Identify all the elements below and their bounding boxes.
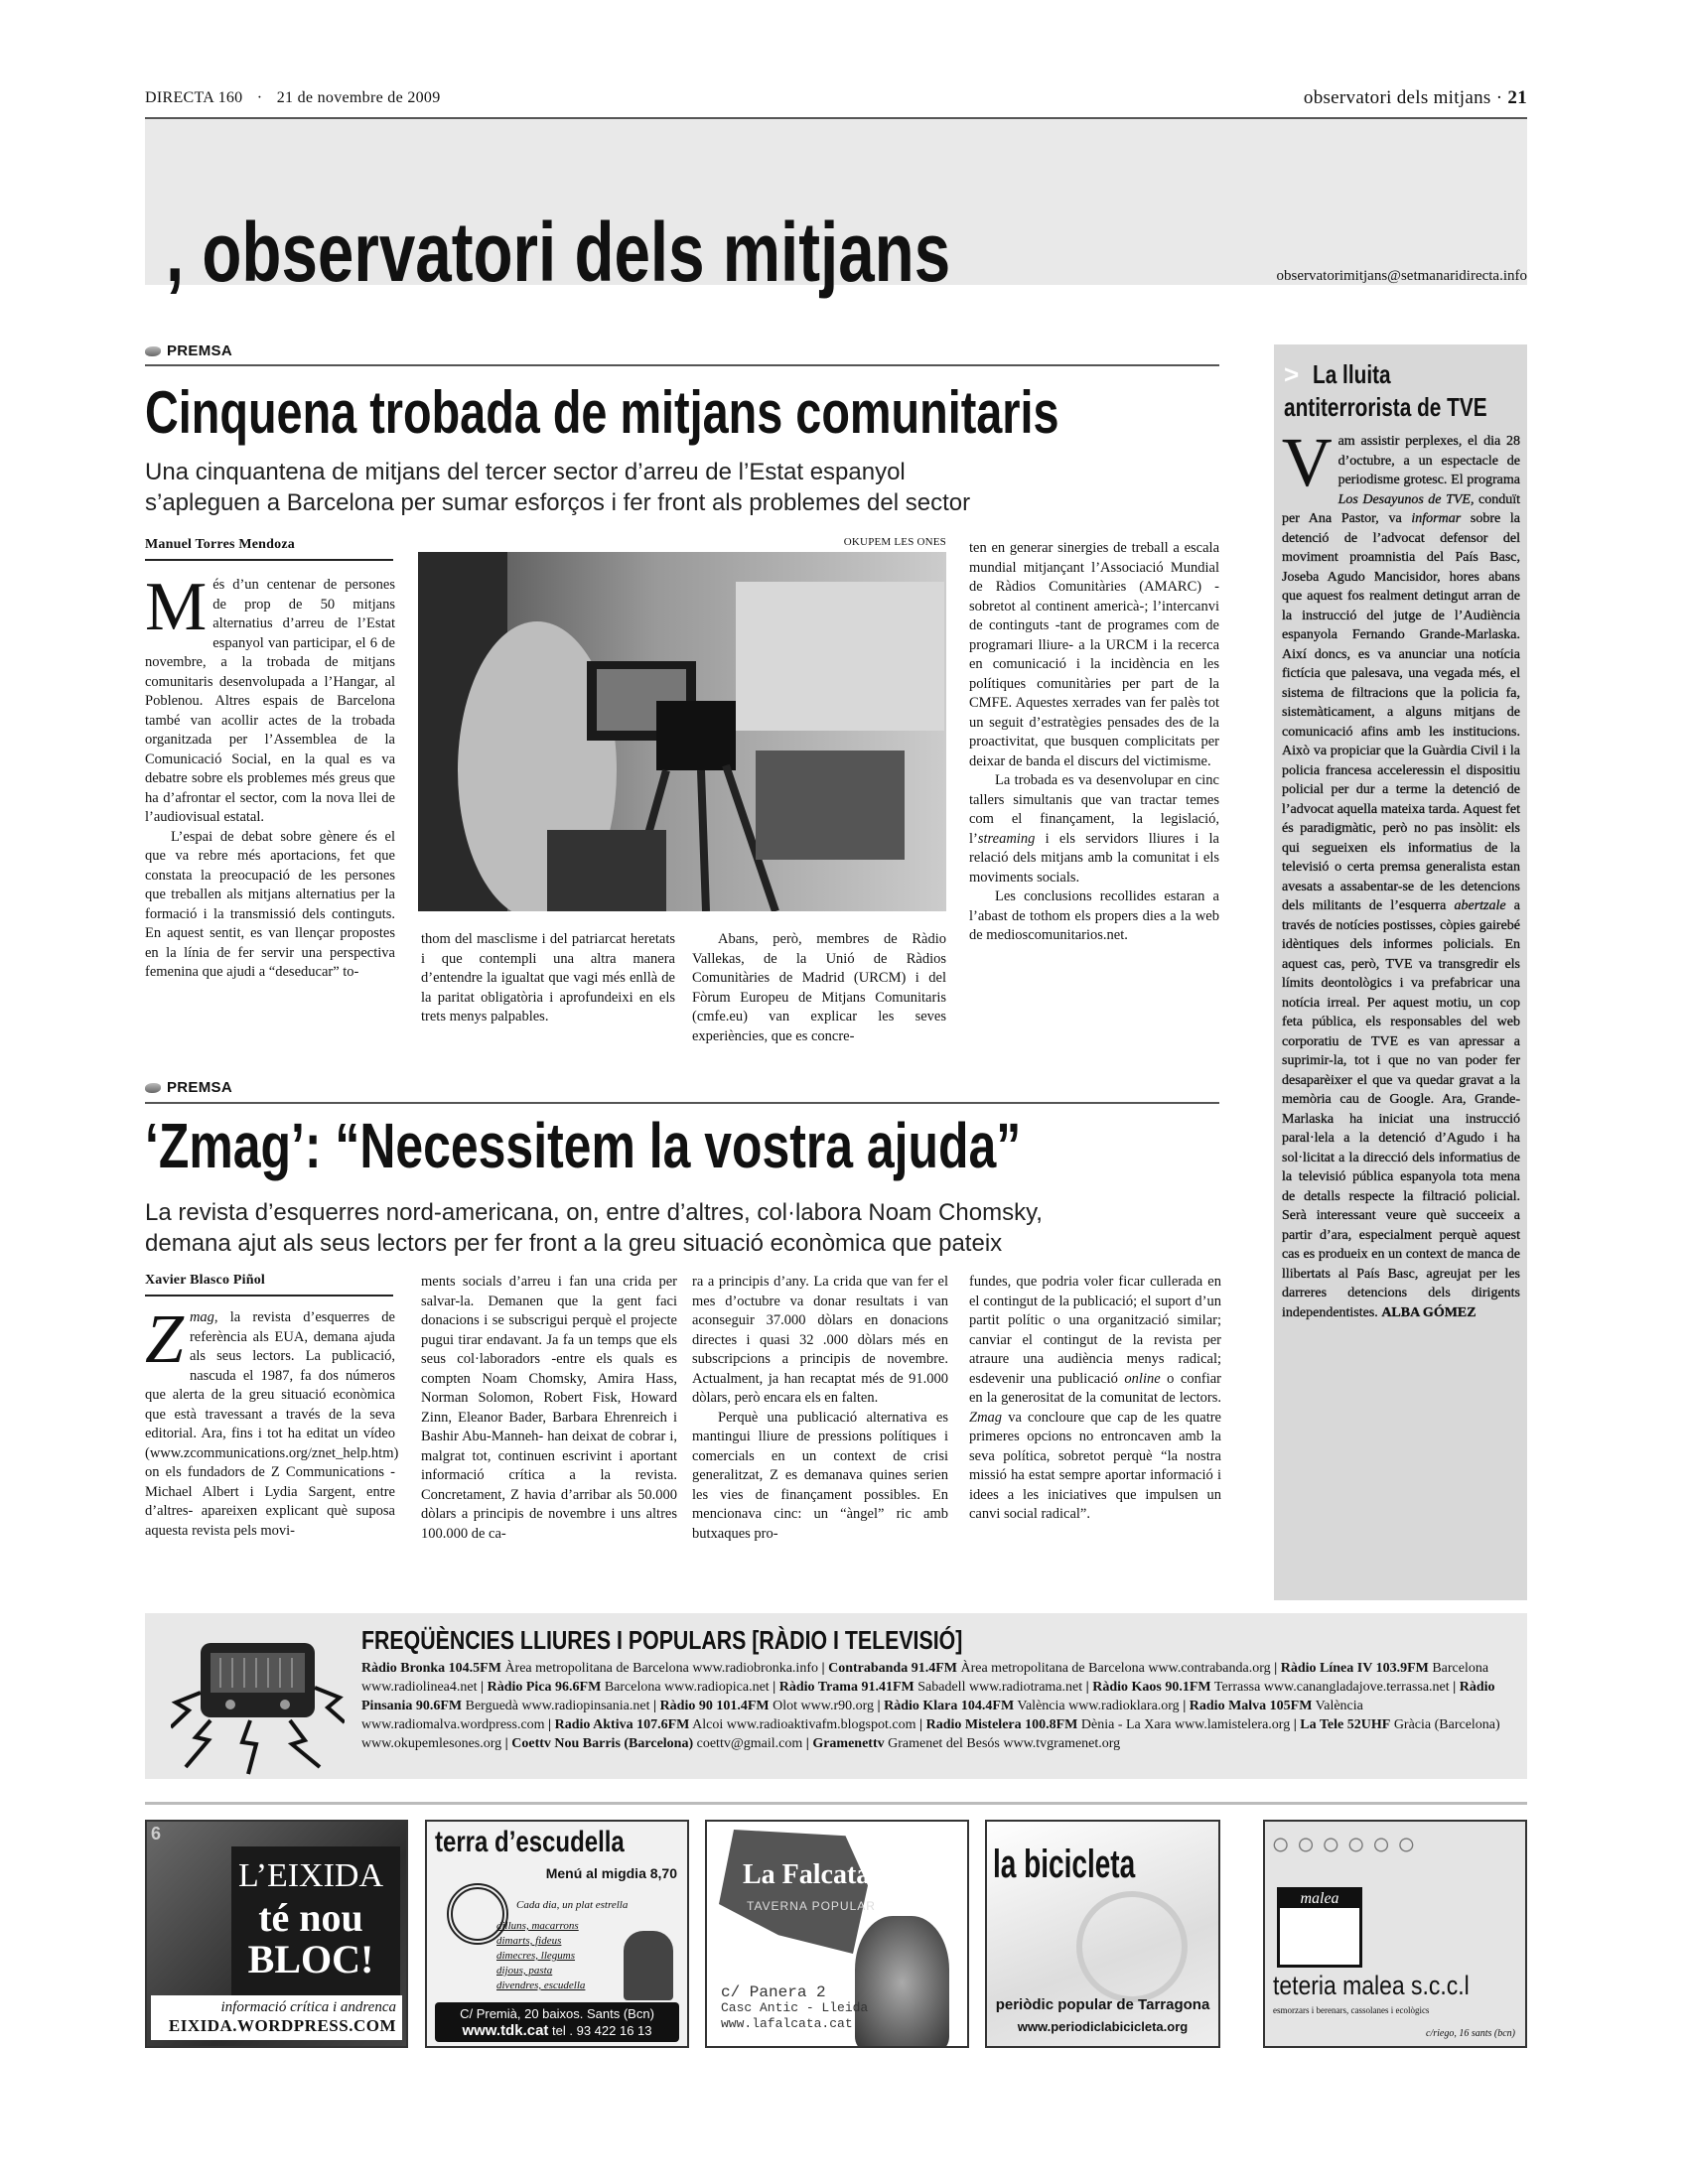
article1-byline: Manuel Torres Mendoza: [145, 537, 393, 561]
ad-line: L’EIXIDA: [237, 1857, 384, 1894]
station-url[interactable]: www.tvgramenet.org: [999, 1736, 1121, 1751]
station-place: Dènia - La Xara: [1077, 1717, 1172, 1732]
separator: |: [1290, 1717, 1301, 1732]
separator: |: [649, 1699, 660, 1713]
article1-kicker: [145, 342, 232, 359]
speech-bubble: [719, 1830, 871, 1954]
section-title: , observatori dels mitjans: [166, 205, 951, 299]
text: fundes, que podria voler ficar cullerada en el contingut de la publicació; el suport d’un partit polític o una organització similar; canviar el contingut de la revista per atraure una audiència menys radical; esdevenir una publicació: [969, 1274, 1221, 1387]
station-place: Olot: [769, 1699, 798, 1713]
article2-headline: ‘Zmag’: “Necessitem la vostra ajuda”: [145, 1110, 1022, 1181]
ad-address: C/ Premià, 20 baixos. Sants (Bcn): [460, 2006, 654, 2021]
station-url[interactable]: www.radiobronka.info: [688, 1661, 818, 1676]
ad-title: La Falcata: [743, 1859, 871, 1890]
station-place: Terrassa: [1210, 1680, 1261, 1695]
separator: |: [817, 1661, 829, 1676]
station-name: La Tele 52UHF: [1300, 1717, 1391, 1732]
paragraph: ra a principis d’any. La crida que van fer el mes d’octubre va donar resultats i van aconseguir 37.000 dòlars en donacions directes i quasi 32 .000 dòlars més en subscripcions a principis de novembre. Actualment, ja han recaptat més de 91.000 dòlars, però encara els en falten.: [692, 1274, 948, 1406]
article1-column-4: [969, 539, 1219, 946]
ad-url[interactable]: www.tdk.cat: [462, 2022, 549, 2039]
sidebar-opinion: [1274, 344, 1527, 1600]
station-place: Àrea metropolitana de Barcelona: [500, 1661, 689, 1676]
folio-separator: ·: [256, 89, 263, 106]
issue-date: 21 de novembre de 2009: [276, 89, 441, 106]
article1-column-1: [145, 569, 395, 983]
kicker-label: PREMSA: [167, 342, 232, 359]
station-place: Barcelona: [1428, 1661, 1489, 1676]
paragraph: Perquè una publicació alternativa es mantingui lliure de pressions polítiques i comercials en un context de crisi generalitzat, Z es demanava quines serien les vies de finançament possibles. En mencionava cinc: un “àngel” ric amb butxaques pro-: [692, 1409, 948, 1542]
article2-byline: Xavier Blasco Piñol: [145, 1273, 393, 1297]
station-name: Contrabanda 91.4FM: [828, 1661, 957, 1676]
ad-corner-mark: 6: [151, 1824, 162, 1843]
subtitle-line: Una cinquantena de mitjans del tercer sector d’arreu de l’Estat espanyol: [145, 459, 906, 485]
separator: |: [915, 1717, 926, 1732]
separator: |: [544, 1717, 555, 1732]
ad-teteria-malea[interactable]: [1263, 1820, 1527, 2048]
ad-title: la bicicleta: [993, 1843, 1136, 1886]
article2-column-1: [145, 1301, 399, 1541]
text: , conduït per Ana Pastor, va: [1282, 491, 1520, 526]
text: La trobada es va desenvolupar en cinc tallers simultanis que van tractar temes com el finançament, la legislació, l’: [969, 772, 1219, 847]
station-name: Ràdio Klara 104.4FM: [884, 1699, 1015, 1713]
station-name: Ràdio Línea IV 103.9FM: [1280, 1661, 1429, 1676]
radio-station: [1092, 1680, 1449, 1695]
station-name: Gramenettv: [812, 1736, 885, 1751]
article1-column-3: [692, 930, 946, 1046]
italic-text: Zmag: [969, 1409, 1003, 1426]
station-url[interactable]: coettv@gmail.com: [693, 1736, 803, 1751]
text: va concloure que cap de les quatre primeres opcions no entroncaven amb la seva política, sobretot perquè “la nostra missió ha estat sempre aportar informació i idees a les iniciatives que impulsen un canvi social radical”.: [969, 1409, 1221, 1522]
radio-station: [555, 1717, 916, 1732]
radio-station: [779, 1680, 1082, 1695]
bicycle-wheel: [1076, 1891, 1188, 2002]
paragraph: ments socials d’arreu i fan una crida per salvar-la. Demanen que la gent faci donacions i se subscrigui perquè el projecte pugui tirar endavant. Ja fa un temps que els seus col·laboradors -entre els quals es compten Noam Chomsky, Amira Hass, Norman Solomon, Robert Fisk, Howard Zinn, Eleanor Bader, Barbara Ehrenreich i Bashir Abu-Manneh- han deixat de cobrar i, malgrat tot, continuen escrivint i aportant informació crítica a la revista. Concretament, Z havia d’arribar als 50.000 dòlars a principis de novembre i uns altres 100.000 de ca-: [421, 1274, 677, 1542]
article2-column-4: [969, 1273, 1221, 1525]
italic-text: abertzale: [1454, 898, 1506, 913]
station-name: Radio Aktiva 107.6FM: [554, 1717, 690, 1732]
station-url[interactable]: www.r90.org: [797, 1699, 875, 1713]
station-name: Ràdio Pinsania 90.6FM: [361, 1680, 1495, 1713]
ad-daily: Cada dia, un plat estrella: [516, 1899, 629, 1911]
article1-headline: Cinquena trobada de mitjans comunitaris: [145, 379, 1059, 446]
italic-text: streaming: [977, 830, 1036, 847]
paragraph: és d’un centenar de persones de prop de 50 mitjans alternatius d’arreu de l’Estat espanyol van participar, el 6 de novembre, a la trobada de mitjans comunitaris desenvolupada a l’Hangar, al Poblenou. Altres espais de Barcelona també van acollir actes de la trobada organitzada per l’Assemblea de la Comunicació Social, en la qual es va debatre sobre els problemes més greus que ha d’afrontar el sector, com la nova llei de l’audiovisual estatal.: [145, 577, 395, 825]
folio-right: [1304, 87, 1527, 109]
station-place: València: [1312, 1699, 1363, 1713]
menu-day: dimecres, llegums: [496, 1950, 576, 1962]
ad-terra-footer: [435, 2002, 679, 2042]
subtitle-line: demana ajut als seus lectors per fer front a la greu situació econòmica que pateix: [145, 1230, 1003, 1257]
ad-eixida-footer: [151, 1995, 402, 2040]
article1-rule: [145, 364, 1219, 366]
ad-menu-price: Menú al migdia 8,70: [545, 1865, 677, 1881]
logo-text: malea: [1280, 1890, 1359, 1908]
text: i els servidors lliures i la relació dels mitjans amb la comunitat i els moviments socials.: [969, 830, 1219, 886]
ad-line: té nou: [258, 1895, 363, 1940]
page-number: 21: [1507, 87, 1527, 108]
separator: |: [802, 1736, 813, 1751]
ad-bicicleta-footer: [987, 1994, 1218, 2038]
radio-title: FREQÜÈNCIES LLIURES I POPULARS [RÀDIO I TELEVISIÓ]: [361, 1625, 963, 1655]
menu-day: dijous, pasta: [496, 1965, 553, 1977]
ad-terra-escudella[interactable]: [425, 1820, 689, 2048]
radio-station: [361, 1661, 818, 1676]
radio-station: [660, 1699, 874, 1713]
article2-column-2: [421, 1273, 677, 1544]
article2-kicker: [145, 1079, 232, 1096]
ad-phone: tel . 93 422 16 13: [552, 2023, 652, 2038]
station-name: Ràdio 90 101.4FM: [659, 1699, 770, 1713]
station-url[interactable]: www.radiolinea4.net: [361, 1680, 478, 1695]
paragraph: ten en generar sinergies de treball a escala mundial mitjançant l’Associació Mundial de Ràdios Comunitàries (AMARC) -sobretot al continent americà-; l’intercanvi de continguts -tant de programes com de programari lliure- a la URCM i la recerca en comunicació i la incidència en les polítiques comunitàries per part de la CMFE. Aquestes xerrades van fer palès tot un seguit d’estratègies pensades des de la proactivitat, que busquen complicitats per deixar de banda el discurs del victimisme.: [969, 540, 1219, 769]
menu-day: dilluns, macarrons: [496, 1920, 579, 1932]
separator: |: [1082, 1680, 1093, 1695]
hanging-rings: ○○○○○○: [1271, 1826, 1422, 1861]
menu-day: divendres, escudella: [496, 1979, 586, 1991]
separator: |: [769, 1680, 779, 1695]
issue-number: DIRECTA 160: [145, 89, 243, 106]
ad-address: c/ Panera 2: [721, 1983, 826, 2001]
separator: |: [501, 1736, 512, 1751]
station-name: Coettv Nou Barris (Barcelona): [511, 1736, 694, 1751]
title-line: La lluita: [1313, 359, 1391, 389]
paragraph: Les conclusions recollides estaran a l’abast de tothom els propers dies a la web de medioscomunitarios.net.: [969, 888, 1219, 943]
radio-station: [488, 1680, 770, 1695]
dropcap: Z: [145, 1301, 184, 1378]
ad-url[interactable]: EIXIDA.WORDPRESS.COM: [168, 2016, 396, 2035]
station-name: Ràdio Kaos 90.1FM: [1092, 1680, 1211, 1695]
ad-title: terra d’escudella: [435, 1826, 625, 1858]
ad-address: c/riego, 16 sants (bcn): [1426, 2028, 1515, 2039]
folio-separator: ·: [1495, 87, 1503, 108]
station-place: Alcoi: [689, 1717, 724, 1732]
article2-column-3: [692, 1273, 948, 1544]
station-url[interactable]: www.radiopinsania.net: [518, 1699, 650, 1713]
station-name: Ràdio Trama 91.41FM: [778, 1680, 914, 1695]
ad-la-bicicleta[interactable]: [985, 1820, 1220, 2048]
ads-separator: [145, 1802, 1527, 1805]
station-place: Gramenet del Besós: [884, 1736, 1000, 1751]
station-name: Ràdio Pica 96.6FM: [487, 1680, 602, 1695]
ad-url[interactable]: www.lafalcata.cat: [721, 2016, 853, 2031]
radio-station: [828, 1661, 1271, 1676]
ad-line: BLOC!: [247, 1937, 374, 1981]
paragraph: [969, 771, 1219, 887]
signature: ALBA GÓMEZ: [1381, 1304, 1477, 1320]
separator: |: [1179, 1699, 1190, 1713]
camera-meeting-photo: [418, 552, 946, 911]
malea-logo: [1277, 1887, 1362, 1968]
kicker-label: PREMSA: [167, 1079, 232, 1096]
italic-text: mag: [189, 1309, 214, 1325]
paragraph: thom del masclisme i del patriarcat heretats i que contempli una altra manera d’entendre la igualtat que vagi més enllà de la paritat obligatòria i aprofundeixi en els trets menys palpables.: [421, 931, 675, 1024]
station-place: València: [1014, 1699, 1065, 1713]
station-place: Barcelona: [601, 1680, 661, 1695]
italic-text: informar: [1411, 511, 1462, 526]
radio-station: [511, 1736, 802, 1751]
station-name: Radio Mistelera 100.8FM: [925, 1717, 1078, 1732]
station-place: Sabadell: [914, 1680, 966, 1695]
ad-eixida-headline: [221, 1855, 400, 1980]
station-place: Gràcia (Barcelona): [1390, 1717, 1500, 1732]
station-url[interactable]: www.radioklara.org: [1064, 1699, 1180, 1713]
italic-text: Los Desayunos de TVE: [1337, 491, 1471, 507]
menu-day: dimarts, fideus: [496, 1935, 562, 1947]
article2-rule: [145, 1102, 1219, 1104]
text: sobre la detenció de l’advocat defensor del moviment proamnistia del País Basc, Joseba Agudo Mancisidor, hores abans que aquest fos realment detingut arran de la instrucció del jutge de l’Audiència espanyola Fernando Grande-Marlaska. Així doncs, es va anunciar una notícia fictícia que palesava, una vegada més, el sistema de filtracions que la policia fa, sistemàticament, a alguns mitjans de comunicació afins amb les institucions. Això va propiciar que la Guàrdia Civil i la policia francesa acceleressin el dispositiu policial per dur a terme la detenció de l’advocat aquella mateixa tarda. Aquest fet és paradigmàtic, però no pas insòlit: els qui segueixen els informatius de la televisió o certa premsa generalista estan avesats a assabentar-se de les detencions dels militants de l’esquerra: [1282, 511, 1520, 913]
arrow-icon: >: [1284, 359, 1300, 389]
ad-la-falcata[interactable]: [705, 1820, 969, 2048]
radio-station-list: [361, 1659, 1513, 1753]
station-url[interactable]: www.contrabanda.org: [1144, 1661, 1271, 1676]
ad-subtitle: TAVERNA POPULAR: [747, 1899, 876, 1913]
folio-section: observatori dels mitjans: [1303, 87, 1491, 108]
text: am assistir perplexes, el dia 28 d’octubre, a un espectacle de periodisme grotesc. El programa: [1337, 434, 1520, 487]
ad-tagline: informació crítica i andrenca: [220, 1999, 396, 2015]
article1-photo: [418, 552, 946, 911]
station-url[interactable]: www.lamistelera.org: [1171, 1717, 1291, 1732]
text: , la revista d’esquerres de referència als EUA, demana ajuda als seus lectors. La publicació, nascuda el 1987, fa dos números que alerta de la greu situació econòmica que està travessant a través de la seva editorial. Ara, fins i tot ha editat un vídeo (www.zcommunications.org/znet_help.htm) on els fundadors de Z Communications -Michael Albert i Lydia Sargent, entre d’altres- apareixen explicant què suposa aquesta revista pels movi-: [145, 1309, 399, 1539]
article2-subtitle: [145, 1197, 1043, 1259]
sidebar-title: [1284, 358, 1538, 424]
press-icon: [145, 346, 161, 356]
station-url[interactable]: www.radioaktivafm.blogspot.com: [723, 1717, 916, 1732]
station-place: Àrea metropolitana de Barcelona: [956, 1661, 1145, 1676]
station-url[interactable]: www.radiomalva.wordpress.com: [361, 1717, 545, 1732]
ad-address: Casc Antic - Lleida: [721, 2000, 869, 2015]
ad-falcata-address: [721, 1984, 868, 2032]
station-url[interactable]: www.canangladajove.terrassa.net: [1260, 1680, 1450, 1695]
separator: |: [1449, 1680, 1460, 1695]
station-name: Ràdio Bronka 104.5FM: [361, 1661, 501, 1676]
title-line: antiterrorista de TVE: [1284, 392, 1487, 422]
paragraph: Abans, però, membres de Ràdio Vallekas, de la Unió de Ràdios Comunitàries de Madrid (URCM) i del Fòrum Europeu de Mitjans Comunitaris (cmfe.eu) van explicar les seves experiències, que es concre-: [692, 931, 946, 1044]
separator: |: [1270, 1661, 1281, 1676]
station-url[interactable]: www.okupemlesones.org: [361, 1736, 502, 1751]
ad-eixida[interactable]: [145, 1820, 408, 2048]
radio-icon: [171, 1633, 345, 1777]
radio-frequencies-box: [145, 1613, 1527, 1779]
ad-url[interactable]: www.periodiclabicicleta.org: [1017, 2019, 1189, 2034]
ad-tagline: esmorzars i berenars, cassolanes i ecològics: [1273, 2005, 1430, 2015]
section-email[interactable]: observatorimitjans@setmanaridirecta.info: [1276, 268, 1527, 284]
ad-tagline: periòdic popular de Tarragona: [995, 1996, 1210, 2013]
article1-subtitle: [145, 457, 970, 518]
radio-station: [926, 1717, 1291, 1732]
ad-menu-days: [496, 1919, 585, 1993]
station-url[interactable]: www.radiopica.net: [660, 1680, 770, 1695]
photo-credit: OKUPEM LES ONES: [843, 536, 946, 548]
monk-figure: [624, 1931, 673, 2000]
press-icon: [145, 1083, 161, 1093]
radio-station: [812, 1736, 1120, 1751]
italic-text: online: [1124, 1370, 1161, 1387]
radio-station: [884, 1699, 1180, 1713]
dropcap: M: [145, 569, 208, 645]
paragraph: L’espai de debat sobre gènere és el que va rebre més aportacions, fet que constata la preocupació de les persones que treballen als mitjans alternatius per la formació i la transmissió dels continguts. En aquest sentit, es van llençar propostes en la línia de fer servir una perspectiva femenina que ajudi a “deseducar” to-: [145, 828, 395, 980]
station-place: Berguedà: [462, 1699, 519, 1713]
separator: |: [874, 1699, 885, 1713]
ad-title: teteria malea s.c.c.l: [1273, 1971, 1470, 2000]
dropcap: V: [1282, 425, 1333, 501]
station-url[interactable]: www.radiotrama.net: [965, 1680, 1083, 1695]
subtitle-line: La revista d’esquerres nord-americana, on, entre d’altres, col·labora Noam Chomsky,: [145, 1199, 1043, 1226]
station-name: Radio Malva 105FM: [1189, 1699, 1313, 1713]
mask-face: [855, 1916, 949, 2048]
sidebar-body: [1282, 425, 1520, 1322]
text: o confiar en la generositat de la comunitat de lectors.: [969, 1370, 1221, 1406]
folio-left: [145, 89, 441, 107]
text: a través de notícies postisses, còpies gairebé idèntiques dels informes policials. En aquest cas, però, TVE va transgredir els límits deontològics i va prefabricar una notícia irreal. Per aquest motiu, un cop feta pública, els responsables del web corporatiu de TVE es van apressar a suprimir-la, tot i que no van poder fer desaparèixer el que va quedar gravat a la memòria cau de Google. Ara, Grande-Marlaska ha iniciat una instrucció paral·lela a la detenció d’Agudo i ha sol·licitat a la direcció dels informatius de la televisió pública espanyola tota mena de detalls respecte la filtració policial. Serà interessant veure què succeeix a partir d’ara, especialment perquè aquest cas es produeix en un context de manca de llibertats al País Basc, agreujat per les darreres detencions dels dirigents independentistes.: [1282, 898, 1520, 1320]
separator: |: [477, 1680, 488, 1695]
subtitle-line: s’apleguen a Barcelona per sumar esforços i fer front als problemes del sector: [145, 489, 971, 516]
article1-column-2: [421, 930, 675, 1027]
